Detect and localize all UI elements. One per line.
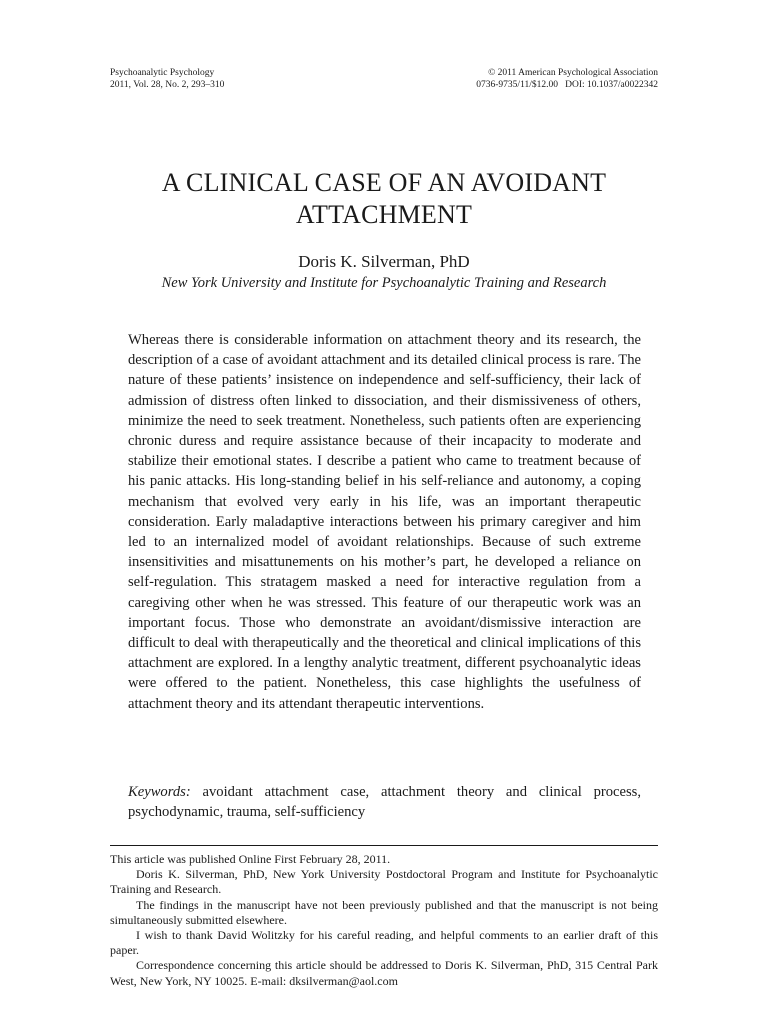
- journal-header: [110, 68, 224, 91]
- author-name: Doris K. Silverman, PhD: [298, 252, 470, 271]
- footnote-findings: The findings in the manuscript have not been previously published and that the manuscript is not being simultaneously submitted elsewhere.: [110, 897, 658, 927]
- title-line-1: A CLINICAL CASE OF AN AVOIDANT: [161, 168, 607, 197]
- keywords-label: Keywords:: [128, 784, 191, 800]
- author-affiliation: New York University and Institute for Psychoanalytic Training and Research: [161, 275, 607, 291]
- article-title: [110, 167, 658, 231]
- footnotes: [110, 852, 658, 989]
- footnote-correspondence: Correspondence concerning this article should be addressed to Doris K. Silverman, PhD, 315 Central Park West, New York, NY 10025. E-mail: dksilverman@aol.com: [110, 958, 658, 988]
- footnote-author: Doris K. Silverman, PhD, New York University Postdoctoral Program and Institute for Psychoanalytic Training and Research.: [110, 867, 658, 897]
- abstract-text: Whereas there is considerable information on attachment theory and its research, the description of a case of avoidant attachment and its detailed clinical process is rare. The nature of these patients’ insistence on independence and self-sufficiency, their lack of admission of distress often linked to dissociation, and their dismissiveness of others, minimize the need to seek treatment. Nonetheless, such patients often are experiencing chronic duress and require assistance because of their incapacity to moderate and stabilize their emotional states. I describe a patient who came to treatment because of his panic attacks. His long-standing belief in his self-reliance and autonomy, a coping mechanism that evolved very early in his life, was an important therapeutic consideration. Early maladaptive interactions between his primary caregiver and him led to an internalized model of avoidant relationships. Because of such extreme insensitivities and misattunements on his mother’s part, he developed a reliance on self-regulation. This stratagem masked a need for interactive regulation from a caregiving other when he was stressed. This feature of our therapeutic work was an important focus. Those who demonstrate an avoidant/dismissive interaction are difficult to deal with therapeutically and the theoretical and clinical implications of this attachment are explored. In a lengthy analytic treatment, different psychoanalytic ideas were offered to the patient. Nonetheless, this case highlights the usefulness of attachment theory and its attendant therapeutic interventions.: [128, 332, 641, 712]
- issn-doi-line: 0736-9735/11/$12.00 DOI: 10.1037/a0022342: [476, 79, 658, 90]
- footnote-divider: [110, 845, 658, 846]
- copyright-header: [476, 68, 658, 91]
- journal-name: Psychoanalytic Psychology: [110, 68, 215, 78]
- keywords: [128, 782, 641, 822]
- footnote-thanks: I wish to thank David Wolitzky for his careful reading, and helpful comments to an earlier draft of this paper.: [110, 928, 658, 958]
- keywords-text: avoidant attachment case, attachment theory and clinical process, psychodynamic, trauma, self-sufficiency: [128, 784, 641, 821]
- title-line-2: ATTACHMENT: [295, 200, 473, 229]
- copyright-line: © 2011 American Psychological Association: [488, 68, 658, 78]
- volume-info: 2011, Vol. 28, No. 2, 293–310: [110, 79, 225, 90]
- footnote-published: This article was published Online First February 28, 2011.: [110, 852, 391, 866]
- abstract: [128, 330, 641, 714]
